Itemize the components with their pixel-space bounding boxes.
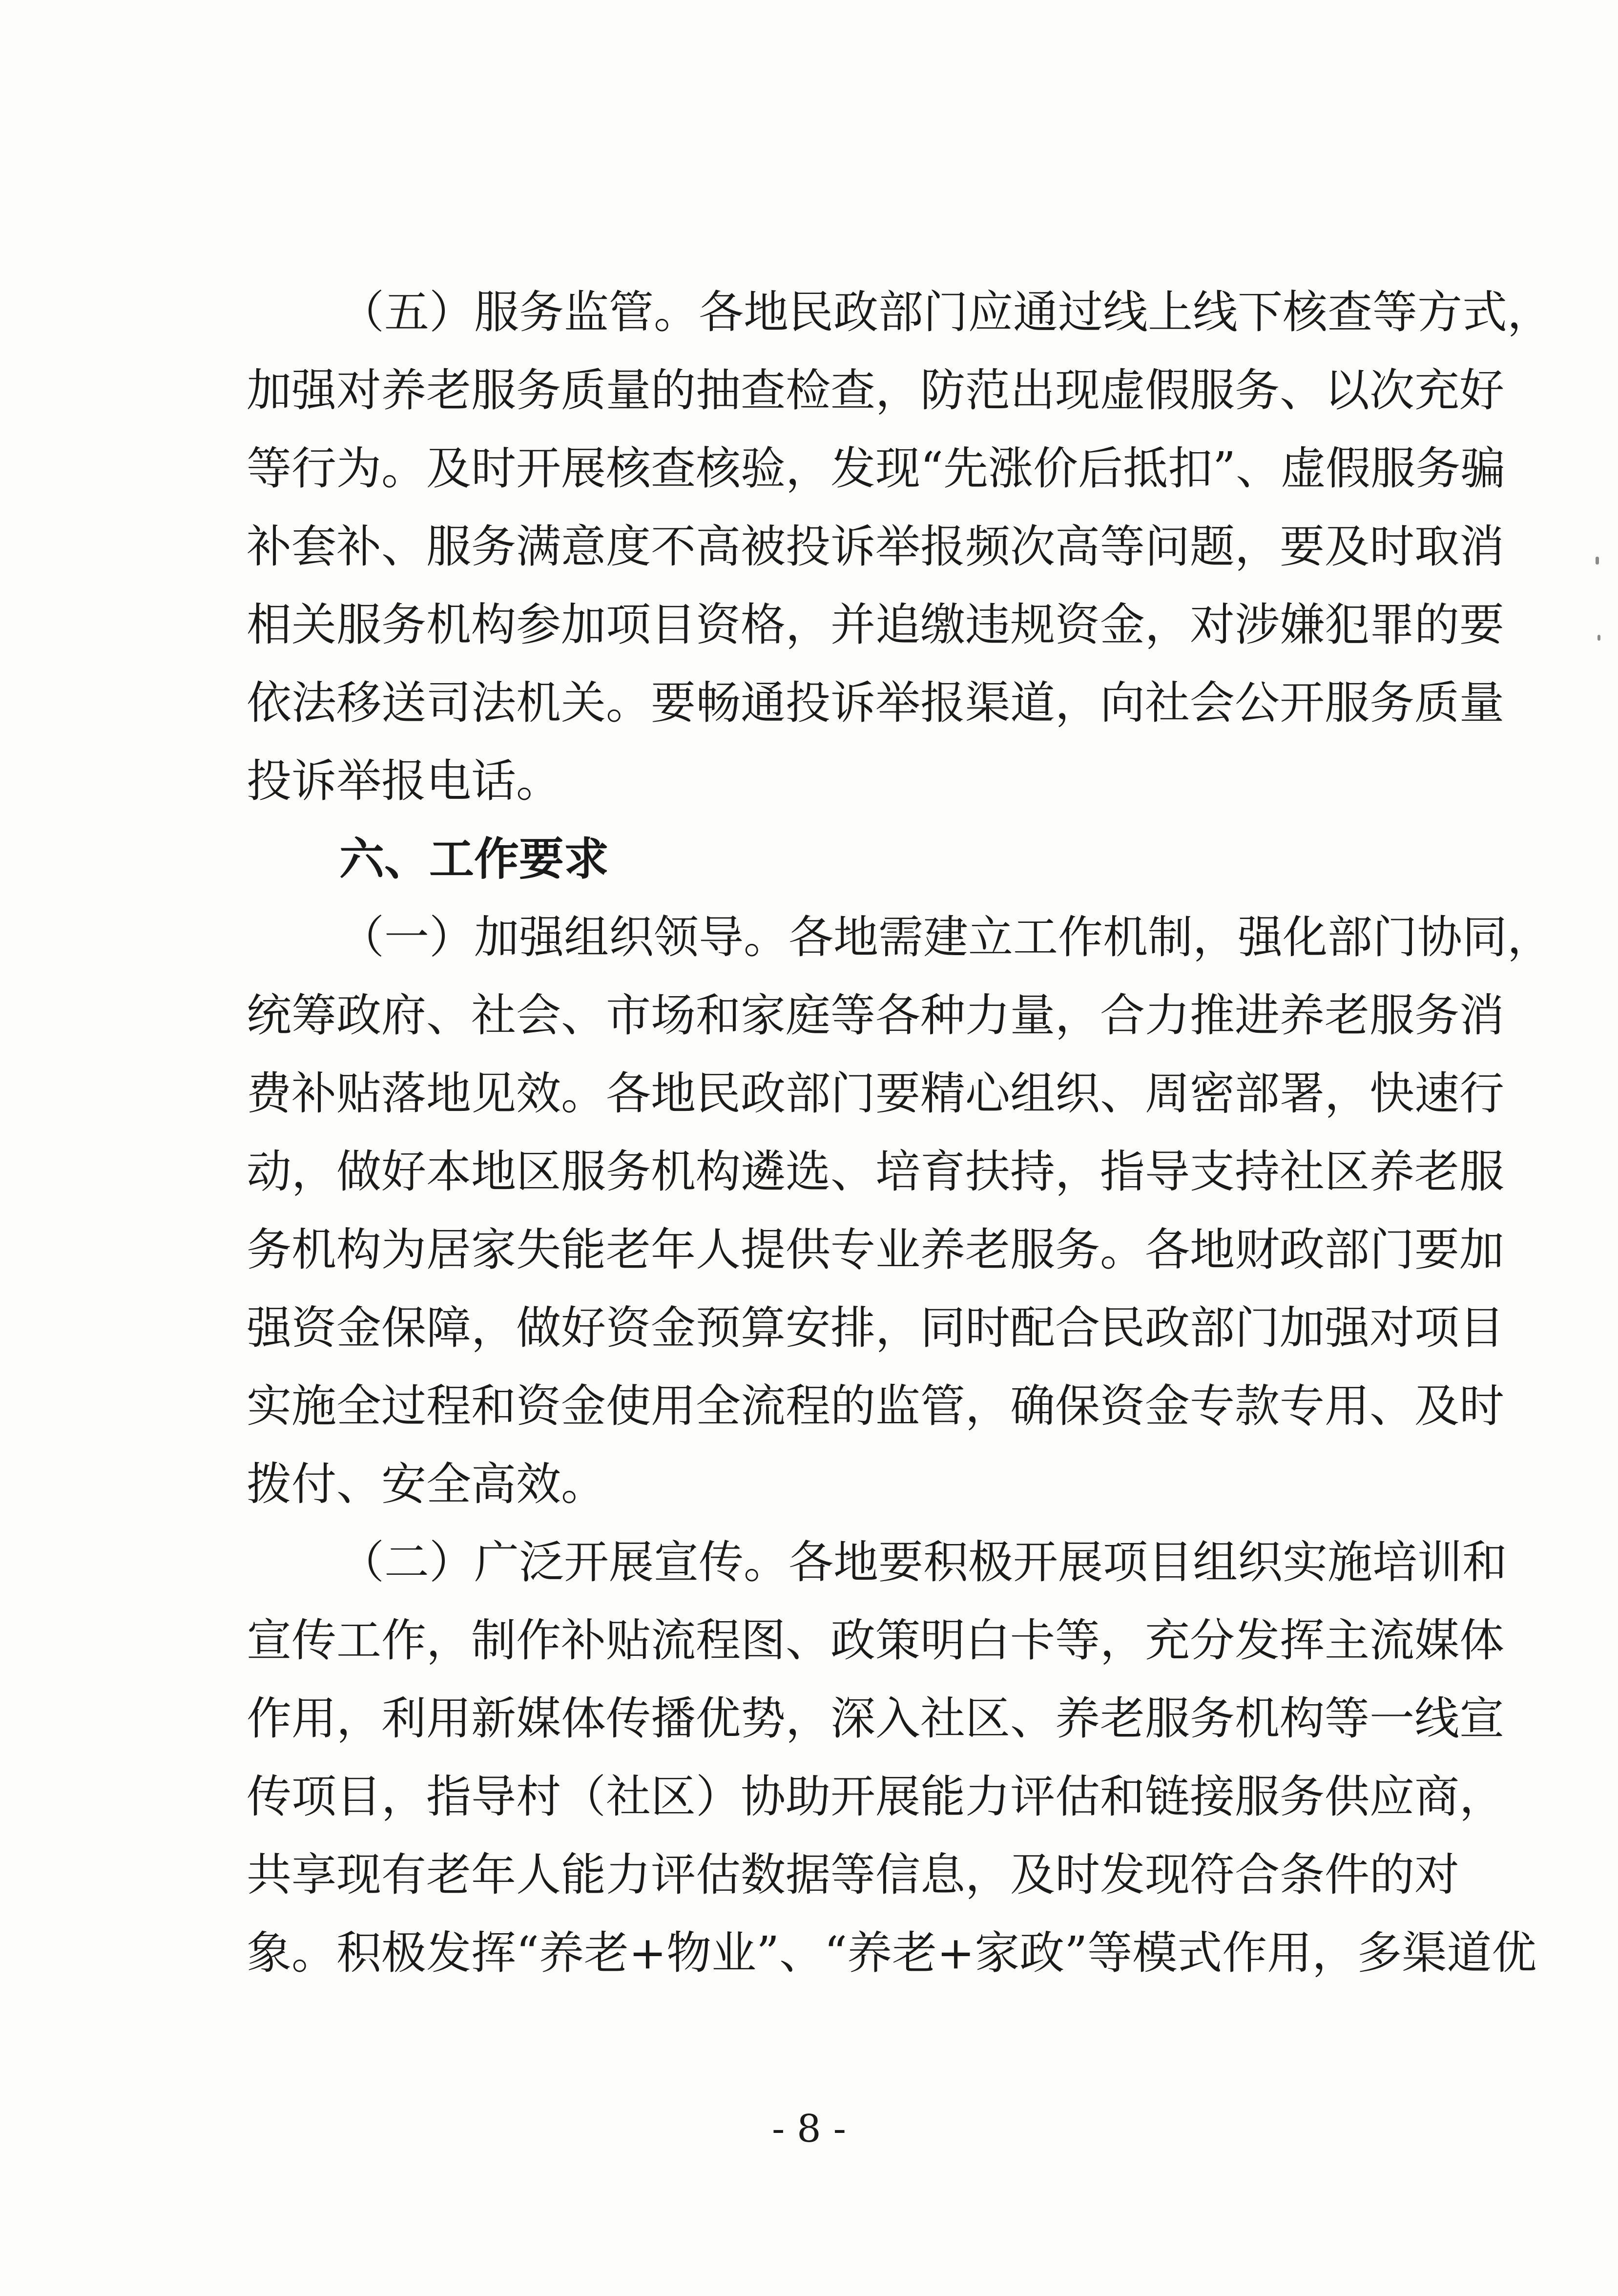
section-five-line-1: （五）服务监管。各地民政部门应通过线上线下核查等方式， [339, 286, 1553, 338]
item-one-line-8: 拨付、安全高效。 [247, 1458, 606, 1510]
section-five-line-7: 投诉举报电话。 [247, 755, 561, 807]
item-two-line-3: 作用，利用新媒体传播优势，深入社区、养老服务机构等一线宣 [247, 1692, 1505, 1745]
section-heading-six: 六、工作要求 [339, 833, 609, 885]
item-one-line-4: 动，做好本地区服务机构遴选、培育扶持，指导支持社区养老服 [247, 1146, 1505, 1198]
section-five-line-2: 加强对养老服务质量的抽查检查，防范出现虚假服务、以次充好 [247, 364, 1505, 417]
item-one-line-1: （一）加强组织领导。各地需建立工作机制，强化部门协同， [339, 911, 1553, 963]
section-five-line-3: 等行为。及时开展核查核验，发现“先涨价后抵扣”、虚假服务骗 [247, 442, 1506, 495]
item-one-line-5: 务机构为居家失能老年人提供专业养老服务。各地财政部门要加 [247, 1224, 1505, 1276]
scan-speck [1597, 635, 1600, 641]
section-five-line-4: 补套补、服务满意度不高被投诉举报频次高等问题，要及时取消 [247, 521, 1505, 573]
item-two-line-4: 传项目，指导村（社区）协助开展能力评估和链接服务供应商， [247, 1771, 1505, 1823]
section-five-line-5: 相关服务机构参加项目资格，并追缴违规资金，对涉嫌犯罪的要 [247, 599, 1505, 651]
item-one-line-6: 强资金保障，做好资金预算安排，同时配合民政部门加强对项目 [247, 1302, 1505, 1354]
page-number: - 8 - [772, 2107, 846, 2151]
item-one-line-7: 实施全过程和资金使用全流程的监管，确保资金专款专用、及时 [247, 1380, 1505, 1432]
item-one-line-3: 费补贴落地见效。各地民政部门要精心组织、周密部署，快速行 [247, 1067, 1505, 1120]
item-two-line-1: （二）广泛开展宣传。各地要积极开展项目组织实施培训和 [339, 1536, 1508, 1588]
item-two-line-6: 象。积极发挥“养老+物业”、“养老+家政”等模式作用，多渠道优 [247, 1927, 1537, 1979]
scan-speck [1596, 557, 1599, 564]
section-five-line-6: 依法移送司法机关。要畅通投诉举报渠道，向社会公开服务质量 [247, 677, 1505, 729]
item-two-line-5: 共享现有老年人能力评估数据等信息，及时发现符合条件的对 [247, 1849, 1460, 1901]
item-one-line-2: 统筹政府、社会、市场和家庭等各种力量，合力推进养老服务消 [247, 989, 1505, 1042]
item-two-line-2: 宣传工作，制作补贴流程图、政策明白卡等，充分发挥主流媒体 [247, 1614, 1505, 1667]
